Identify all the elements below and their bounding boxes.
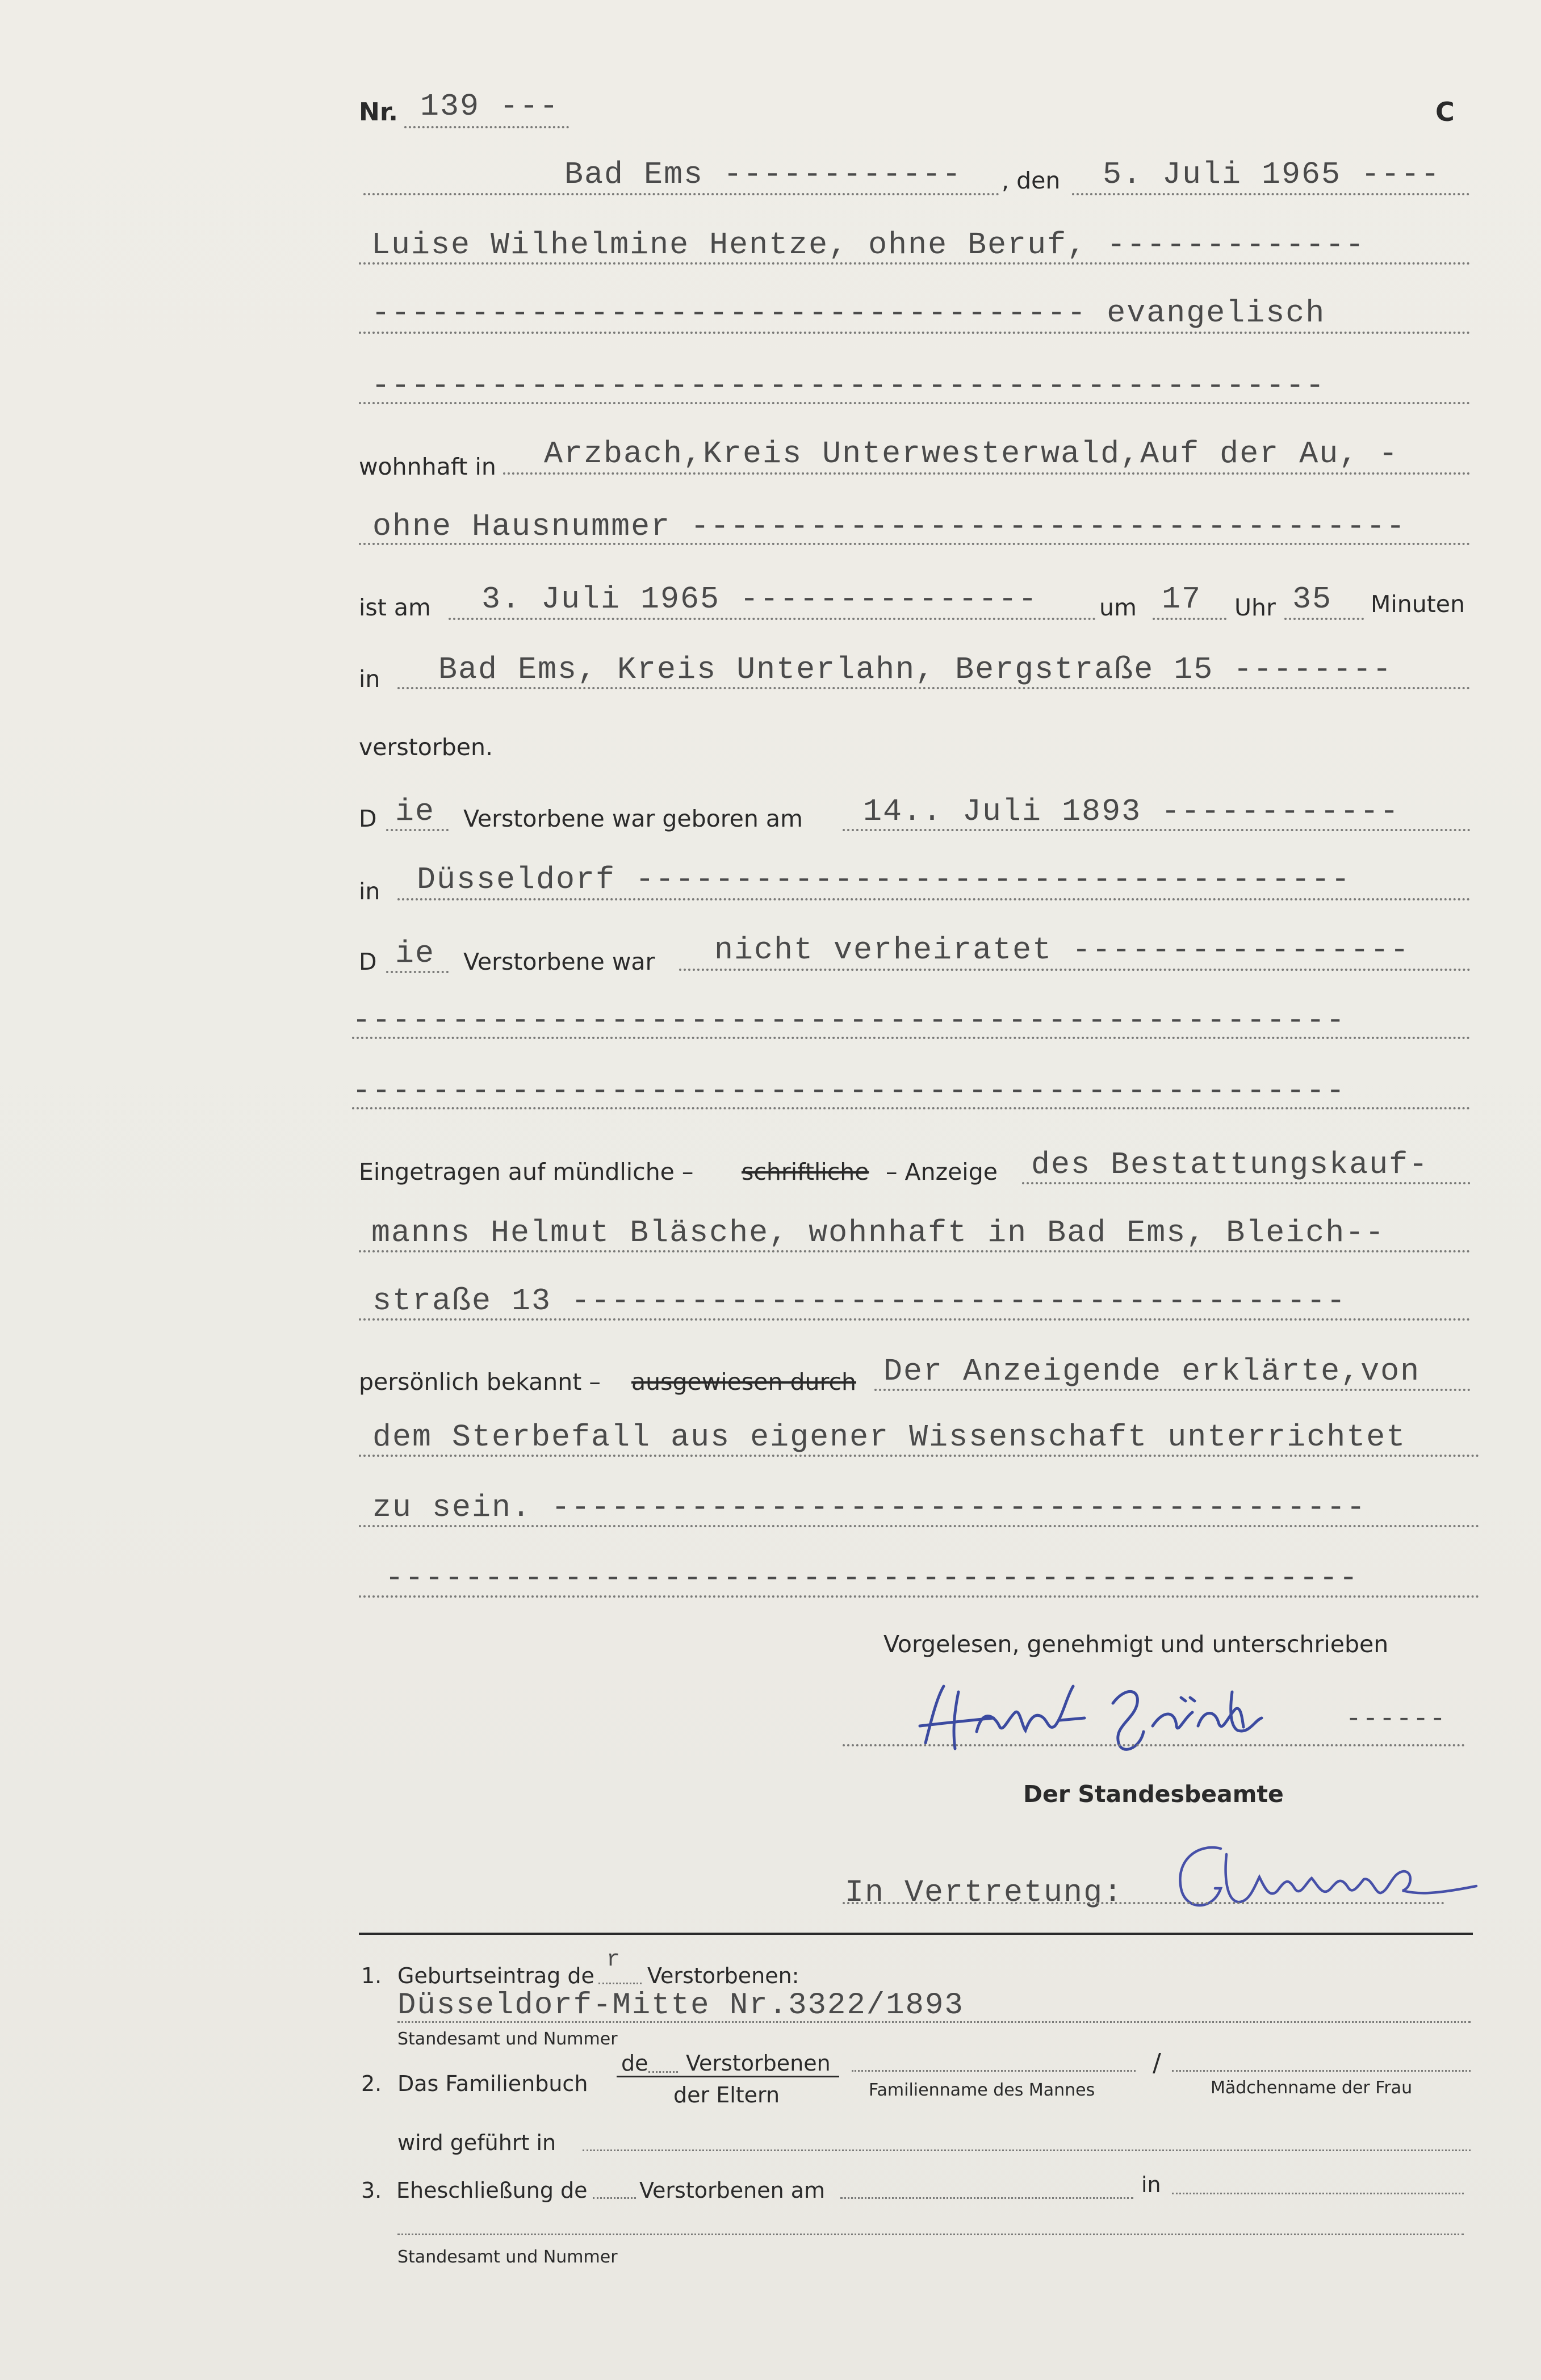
nr-value: 139 --- (420, 89, 560, 124)
birth-place-line (397, 898, 1471, 900)
birth-date: 14.. Juli 1893 ------------ (863, 794, 1400, 829)
nr-line (404, 126, 569, 128)
verstorben-label: verstorben. (359, 734, 493, 761)
marital-dots-2 (352, 1037, 1471, 1039)
uhr-label: Uhr (1234, 594, 1276, 621)
marital-line-2: -------------------------------------------------- (352, 1003, 1346, 1038)
note-2-kept-line (583, 2149, 1471, 2151)
identity-dots-4 (359, 1595, 1480, 1598)
identity-text-1: Der Anzeigende erklärte,von (883, 1354, 1421, 1389)
birth-label: Verstorbene war geboren am (463, 805, 803, 832)
person-dots-1 (359, 262, 1471, 265)
identity-dots-1 (874, 1389, 1471, 1391)
birth-in-label: in (359, 878, 380, 905)
note-2-caption-woman: Mädchenname der Frau (1211, 2078, 1413, 2098)
person-dots-3 (359, 402, 1471, 404)
marital-d-suffix: ie (395, 936, 436, 971)
person-line-1: Luise Wilhelmine Hentze, ohne Beruf, ------------- (371, 227, 1366, 263)
residence-dots-1 (503, 472, 1471, 475)
note-2-fraction-line (617, 2076, 839, 2077)
identity-label-a: persönlich bekannt – (359, 1368, 601, 1396)
identity-text-3: zu sein. ----------------------------------------- (372, 1490, 1367, 1526)
residence-dots-2 (359, 543, 1471, 545)
note-3-caption: Standesamt und Nummer (397, 2247, 618, 2267)
residence-label: wohnhaft in (359, 453, 496, 480)
um-label: um (1099, 594, 1137, 621)
note-2-caption-man: Familienname des Mannes (869, 2080, 1095, 2100)
registration-place: Bad Ems ------------ (564, 157, 962, 192)
death-date-line (449, 618, 1096, 620)
registrar-signature (1158, 1832, 1488, 1922)
note-1-caption: Standesamt und Nummer (397, 2029, 618, 2049)
marital-dots-3 (352, 1107, 1471, 1109)
birth-d-suffix: ie (395, 794, 436, 829)
minutes-line (1284, 618, 1364, 620)
identity-text-4: ------------------------------------------------- (385, 1560, 1359, 1596)
in-label-death: in (359, 665, 380, 693)
note-2-man-line (852, 2070, 1136, 2072)
hour-line (1153, 618, 1226, 620)
marital-status-line (679, 969, 1471, 971)
place-line (363, 193, 999, 195)
identity-text-2: dem Sterbefall aus eigener Wissenschaft unterrichtet (372, 1419, 1406, 1455)
ist-am-label: ist am (359, 594, 431, 621)
marital-label: Verstorbene war (463, 948, 655, 975)
note-1-superscript: r (606, 1947, 622, 1973)
minuten-label: Minuten (1371, 590, 1465, 618)
marital-d-line (386, 971, 449, 973)
note-3-registry-line (397, 2234, 1464, 2235)
note-1-label-b: Verstorbenen: (647, 1963, 799, 1988)
note-1-de-line (598, 1983, 642, 1984)
birth-d-label: D (359, 805, 377, 832)
note-2-number: 2. (361, 2071, 382, 2096)
note-2-top-a: de (621, 2051, 648, 2076)
death-hour: 17 (1162, 581, 1202, 617)
note-1-value: Düsseldorf-Mitte Nr.3322/1893 (397, 1988, 964, 2023)
registration-text-3: straße 13 --------------------------------------- (372, 1283, 1347, 1319)
note-3-de-line (593, 2197, 636, 2199)
registrar-signature-line (843, 1902, 1444, 1904)
note-3-in-label: in (1141, 2172, 1161, 2197)
registration-text-2: manns Helmut Bläsche, wohnhaft in Bad Ems, Bleich-- (371, 1215, 1385, 1251)
informant-signature (914, 1664, 1334, 1766)
informant-dashes: ------ (1346, 1704, 1447, 1734)
note-3-label-a: Eheschließung de (396, 2178, 588, 2203)
note-2-de-line (648, 2071, 678, 2073)
read-approved-label: Vorgelesen, genehmigt und unterschrieben (883, 1631, 1389, 1658)
note-2-top-b: Verstorbenen (686, 2051, 831, 2076)
note-3-date-line (840, 2197, 1133, 2199)
note-2-bottom: der Eltern (673, 2082, 780, 2107)
marital-line-3: -------------------------------------------------- (352, 1073, 1346, 1109)
birth-date-line (843, 829, 1471, 831)
residence-line-2: ohne Hausnummer ------------------------------------ (372, 509, 1406, 544)
note-2-woman-line (1172, 2070, 1471, 2072)
note-2-kept-label: wird geführt in (397, 2130, 556, 2155)
identity-label-struck: ausgewiesen durch (631, 1368, 856, 1396)
identity-dots-3 (359, 1525, 1480, 1527)
birth-place: Düsseldorf ------------------------------------ (417, 862, 1351, 898)
note-2-slash: / (1153, 2048, 1161, 2077)
note-2-label: Das Familienbuch (397, 2071, 588, 2096)
registration-dots-3 (359, 1318, 1471, 1321)
registration-dots-1 (1022, 1182, 1471, 1184)
note-1-label-a: Geburtseintrag de (397, 1963, 594, 1988)
note-3-label-b: Verstorbenen am (639, 2178, 826, 2203)
residence-line-1: Arzbach,Kreis Unterwesterwald,Auf der Au, - (544, 436, 1399, 472)
form-letter: C (1435, 97, 1455, 127)
death-place: Bad Ems, Kreis Unterlahn, Bergstraße 15 -------- (438, 652, 1393, 688)
identity-dots-2 (359, 1455, 1480, 1457)
registration-label-b: – Anzeige (886, 1158, 998, 1185)
registration-text-1: des Bestattungskauf- (1031, 1147, 1429, 1183)
registration-date: 5. Juli 1965 ---- (1103, 157, 1441, 192)
den-label: , den (1002, 167, 1061, 194)
note-1-number: 1. (361, 1963, 382, 1988)
registration-dots-2 (359, 1250, 1471, 1252)
registration-label-a: Eingetragen auf mündliche – (359, 1158, 694, 1185)
death-date: 3. Juli 1965 --------------- (481, 581, 1038, 617)
marital-status: nicht verheiratet ----------------- (714, 932, 1410, 968)
note-3-number: 3. (361, 2178, 382, 2203)
registrar-label: Der Standesbeamte (1023, 1780, 1284, 1808)
registration-label-struck: schriftliche (742, 1158, 869, 1185)
person-dots-2 (359, 332, 1471, 334)
death-minutes: 35 (1292, 581, 1333, 617)
nr-label: Nr. (359, 98, 398, 127)
birth-d-line (386, 829, 449, 831)
notes-divider (359, 1933, 1473, 1935)
informant-signature-line (843, 1744, 1465, 1746)
person-line-3: ------------------------------------------------ (371, 368, 1326, 404)
marital-d-label: D (359, 948, 377, 975)
vertretung-label: In Vertretung: (845, 1875, 1124, 1910)
date-line (1072, 193, 1469, 195)
note-1-value-line (397, 2021, 1471, 2023)
person-line-2: ------------------------------------ evangelisch (371, 295, 1326, 331)
note-3-in-line (1172, 2193, 1464, 2194)
death-place-line (397, 687, 1471, 689)
